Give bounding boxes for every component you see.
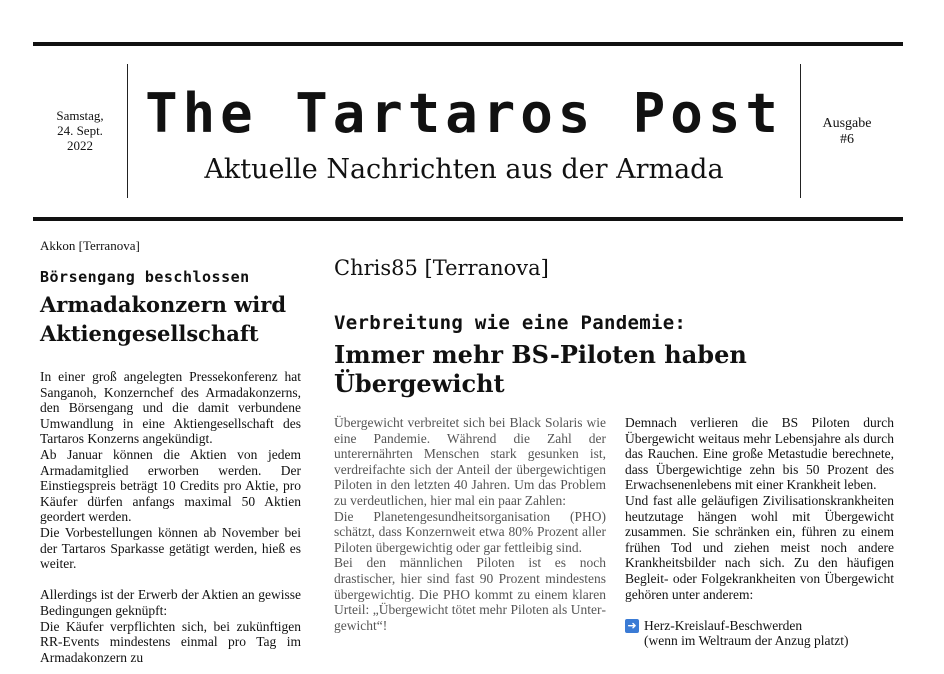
- bottom-rule: [33, 217, 903, 221]
- main-article-column-2: [625, 415, 894, 649]
- issue-number: [801, 116, 893, 148]
- list-item-label: Herz-Kreislauf-Beschwerden: [644, 617, 803, 633]
- arrow-right-icon: ➜: [625, 619, 639, 633]
- left-article-body: [40, 369, 301, 665]
- left-article-kicker: Börsengang beschlossen: [40, 268, 250, 286]
- paragraph: Übergewicht verbreitet sich bei Black Solaris wie eine Pandemie. Während die Zahl der unterernährten Menschen stark gesunken ist, verdreifachte sich der Anteil der übergewichtigen Piloten in den letzten 40 Jahren. Um das Problem zu verdeutlichen, hier mal ein paar Zahlen:: [334, 415, 606, 508]
- main-article-headline: Immer mehr BS-Piloten haben Übergewicht: [334, 340, 747, 398]
- newspaper-title: The Tartaros Post: [145, 82, 783, 145]
- paragraph: Demnach verlieren die BS Piloten durch Übergewicht weitaus mehr Lebensjahre als durch das Rauchen. Eine große Metastudie berechnete, dass Übergewichtige zehn bis 50 Prozent des Erwachsenenlebens mit einer Krankheit leben.: [625, 415, 894, 493]
- left-article-byline: Akkon [Terranova]: [40, 238, 140, 253]
- newspaper-subtitle: Aktuelle Nachrichten aus der Armada: [204, 154, 724, 185]
- illness-list: [625, 618, 894, 649]
- list-item: [625, 618, 894, 634]
- date-day: 24. Sept.: [57, 123, 103, 138]
- list-item-note: (wenn im Weltraum der Anzug platzt): [644, 633, 849, 649]
- date-year: 2022: [67, 138, 93, 153]
- issue-label: Ausgabe: [822, 116, 872, 131]
- paragraph: Ab Januar können die Aktien von jedem Armadamitglied erworben werden. Der Einstiegspreis beträgt 10 Credits pro Aktie, pro Käufer dürfen anfangs maximal 50 Aktien geordert werden.: [40, 446, 301, 525]
- paragraph: Und fast alle geläufigen Zivilisationskrankheiten heutzutage hängen wohl mit Übergewicht zusammen. Sie schränken ein, führen zu einem frühen Tod und ziehen meist noch andere Krankheitsbilder nach sich. Zu den häufigen Begleit- oder Folgekrankheiten von Übergewicht gehören unter anderem:: [625, 492, 894, 602]
- date-weekday: Samstag,: [56, 108, 104, 123]
- main-article-kicker: Verbreitung wie eine Pandemie:: [334, 312, 687, 334]
- paragraph: Die Vorbestellungen können ab November bei der Tartaros Sparkasse getätigt werden, hieß es weiter.: [40, 524, 301, 572]
- paragraph: Die Planetengesundheitsorganisation (PHO) schätzt, dass Konzernweit etwa 80% Prozent aller Piloten übergewichtig oder gar fettleibig sind.: [334, 508, 606, 555]
- paragraph: Die Käufer verpflichten sich, bei zukünftigen RR-Events mindestens einmal pro Tag im Armadakonzern zu: [40, 618, 301, 665]
- paragraph: Allerdings ist der Erwerb der Aktien an gewisse Bedingungen geknüpft:: [40, 587, 301, 618]
- main-article-byline: Chris85 [Terranova]: [334, 256, 549, 280]
- top-rule: [33, 42, 903, 46]
- left-article-headline: Armadakonzern wird Aktiengesellschaft: [40, 292, 287, 346]
- paragraph: In einer groß angelegten Pressekonferenz hat Sanganoh, Konzernchef des Armadakonzerns, den Börsengang und die damit verbundene Umwandlung in eine Aktiengesellschaft des Tartaros Konzerns angekündigt.: [40, 369, 301, 447]
- main-article-column-1: [334, 415, 606, 633]
- paragraph: Bei den männlichen Piloten ist es noch drastischer, hier sind fast 90 Prozent mindestens übergewichtig. Die PHO kommt zu einem klaren Urteil: „Übergewicht tötet mehr Piloten als Untergewicht“!: [334, 555, 606, 633]
- issue-value: #6: [840, 132, 854, 147]
- issue-date: [33, 108, 127, 153]
